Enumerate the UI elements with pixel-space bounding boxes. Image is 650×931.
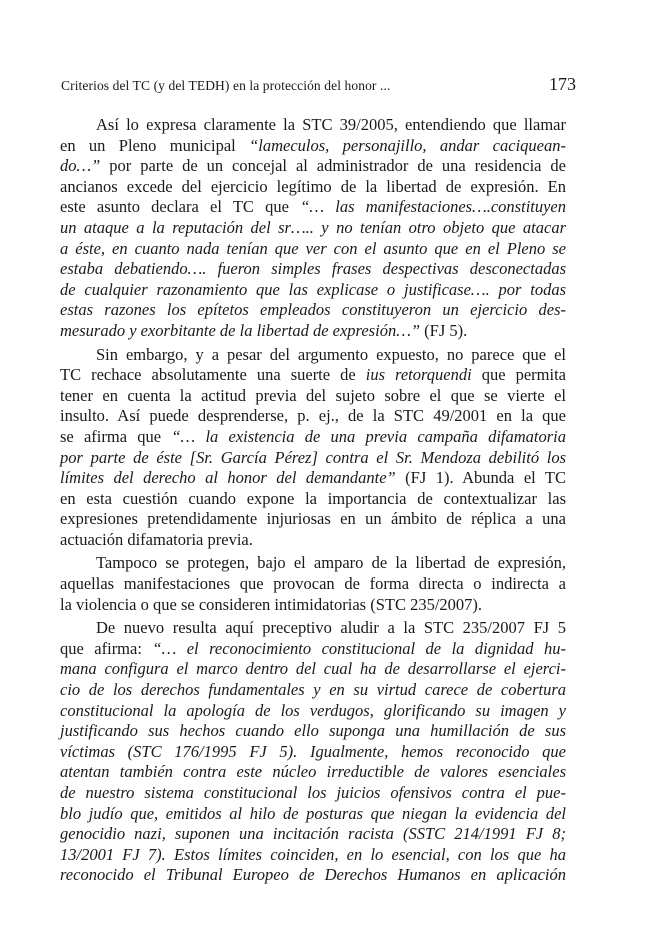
text-line: se afirma que “… la existencia de una previa campaña difamatoria [60,426,566,446]
text-line: expresiones pretendidamente injuriosas en un ámbito de réplica a una [60,509,566,529]
text-line: en esta cuestión cuando expone la importancia de contextualizar las [60,488,566,508]
text-line: tener en cuenta la actitud previa del sujeto sobre el que se vierte el [60,385,566,405]
text-line: De nuevo resulta aquí preceptivo aludir a la STC 235/2007 FJ 5 [96,618,566,638]
text-line: de cualquier razonamiento que las explicase o justificase…. por todas [60,279,566,299]
text-line: do…” por parte de un concejal al administrador de una residencia de [60,156,566,176]
text-line: a éste, en cuanto nada tenían que ver con el asunto que en el Pleno se [60,238,566,258]
text-line: estaba debatiendo…. fueron simples frases despectivas desconectadas [60,259,566,279]
text-line: estas razones los epítetos empleados constituyeron un ejercicio des- [60,300,566,320]
text-line: Sin embargo, y a pesar del argumento expuesto, no parece que el [96,344,566,364]
text-line: mesurado y exorbitante de la libertad de expresión…” (FJ 5). [60,320,468,340]
page-number: 173 [549,74,576,94]
text-line: insulto. Así puede desprenderse, p. ej., de la STC 49/2001 en la que [60,406,566,426]
text-line: TC rechace absolutamente una suerte de ius retorquendi que permita [60,365,566,385]
text-line: cio de los derechos fundamentales y en su virtud carece de cobertura [60,680,566,700]
text-line: por parte de éste [Sr. García Pérez] contra el Sr. Mendoza debilitó los [60,447,566,467]
body-text [60,115,566,886]
text-line: justificando sus hechos cuando ello suponga una humillación de sus [60,721,566,741]
text-line: un ataque a la reputación del sr….. y no tenían otro objeto que atacar [60,217,566,237]
text-line: 13/2001 FJ 7). Estos límites coinciden, en lo esencial, con los que ha [60,844,566,864]
text-line: reconocido el Tribunal Europeo de Derechos Humanos en aplicación [60,865,566,885]
running-title: Criterios del TC (y del TEDH) en la protección del honor ... [61,78,391,93]
text-line: Así lo expresa claramente la STC 39/2005, entendiendo que llamar [96,115,566,134]
text-line: en un Pleno municipal “lameculos, personajillo, andar caciquean- [60,135,566,155]
text-line: límites del derecho al honor del demandante” (FJ 1). Abunda el TC [60,468,566,488]
text-line: de nuestro sistema constitucional los juicios ofensivos contra el pue- [60,783,566,802]
text-line: mana configura el marco dentro del cual ha de desarrollarse el ejerci- [60,659,566,679]
text-line: Tampoco se protegen, bajo el amparo de la libertad de expresión, [96,553,566,573]
text-line: este asunto declara el TC que “… las manifestaciones….constituyen [60,197,567,217]
text-line: blo judío que, emitidos al hilo de posturas que niegan la evidencia del [60,803,566,823]
text-line: constitucional la apología de los verdugos, glorificando su imagen y [60,700,566,720]
text-line: actuación difamatoria previa. [60,529,253,549]
text-line: la violencia o que se consideren intimidatorias (STC 235/2007). [60,594,483,614]
text-line: aquellas manifestaciones que provocan de forma directa o indirecta a [60,574,566,594]
text-line: que afirma: “… el reconocimiento constitucional de la dignidad hu- [60,638,566,658]
text-line: genocidio nazi, suponen una incitación racista (SSTC 214/1991 FJ 8; [60,824,566,844]
text-line: víctimas (STC 176/1995 FJ 5). Igualmente, hemos reconocido que [60,741,566,761]
running-header [61,74,576,95]
text-line: atentan también contra este núcleo irreductible de valores esenciales [60,762,566,782]
text-line: ancianos excede del ejercicio legítimo de la libertad de expresión. En [60,176,566,196]
